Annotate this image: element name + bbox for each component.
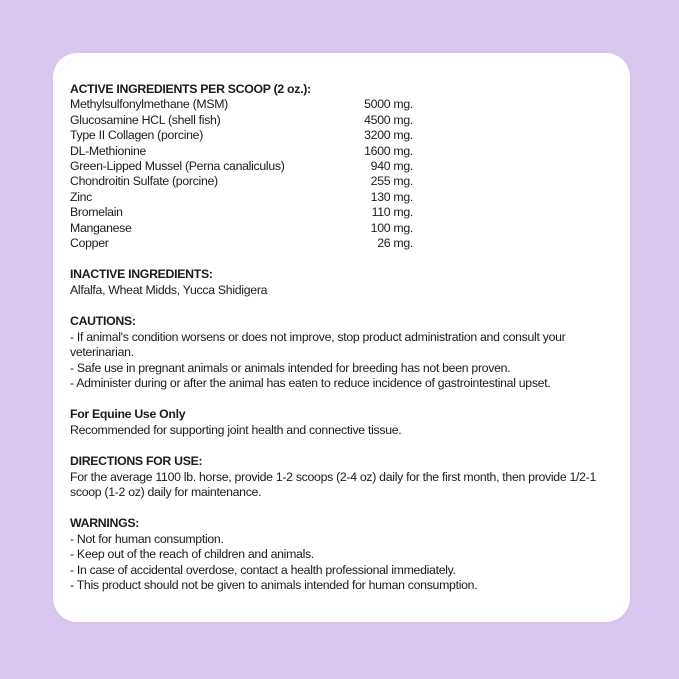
ingredient-row xyxy=(70,144,413,159)
warnings-heading: WARNINGS: xyxy=(70,516,140,531)
ingredient-amount: 130 mg. xyxy=(370,189,413,204)
ingredient-row xyxy=(70,174,413,189)
ingredient-row xyxy=(70,236,413,251)
ingredient-row xyxy=(70,159,413,174)
ingredient-row xyxy=(70,221,413,236)
ingredient-amount: 4500 mg. xyxy=(364,112,413,127)
ingredient-amount: 1600 mg. xyxy=(364,143,413,158)
ingredient-amount: 255 mg. xyxy=(370,174,413,189)
ingredient-name: Type II Collagen (porcine) xyxy=(70,128,204,143)
directions-text: For the average 1100 lb. horse, provide 1-2 scoops (2-4 oz) daily for the first month, then provide 1/2-1 scoop (1-2 oz) daily for maintenance. xyxy=(70,469,597,499)
ingredient-name: Zinc xyxy=(70,189,93,204)
equine-use-section xyxy=(70,407,614,438)
ingredient-row xyxy=(70,128,413,143)
ingredient-amount: 26 mg. xyxy=(377,236,413,251)
equine-use-heading: For Equine Use Only xyxy=(70,407,186,422)
active-ingredients-table xyxy=(70,97,413,251)
ingredient-name: Chondroitin Sulfate (porcine) xyxy=(70,174,218,189)
warning-item: - Not for human consumption. xyxy=(70,531,224,546)
ingredient-row xyxy=(70,190,413,205)
ingredient-amount: 940 mg. xyxy=(370,159,413,174)
cautions-heading: CAUTIONS: xyxy=(70,314,136,329)
ingredient-name: Methylsulfonylmethane (MSM) xyxy=(70,97,228,112)
ingredient-name: Bromelain xyxy=(70,205,123,220)
warning-item: - This product should not be given to animals intended for human consumption. xyxy=(70,577,478,592)
equine-use-text: Recommended for supporting joint health and connective tissue. xyxy=(70,422,402,437)
warnings-section xyxy=(70,516,614,593)
directions-heading: DIRECTIONS FOR USE: xyxy=(70,454,203,469)
caution-item: - Safe use in pregnant animals or animals intended for breeding has not been proven. xyxy=(70,360,511,375)
ingredient-amount: 3200 mg. xyxy=(364,128,413,143)
ingredient-name: Green-Lipped Mussel (Perna canaliculus) xyxy=(70,159,285,174)
ingredient-name: Manganese xyxy=(70,220,132,235)
inactive-ingredients-heading: INACTIVE INGREDIENTS: xyxy=(70,267,213,282)
directions-section xyxy=(70,454,614,500)
inactive-ingredients-text: Alfalfa, Wheat Midds, Yucca Shidigera xyxy=(70,282,268,297)
caution-item: - Administer during or after the animal has eaten to reduce incidence of gastrointestinal upset. xyxy=(70,375,551,390)
active-ingredients-section xyxy=(70,82,614,251)
inactive-ingredients-section xyxy=(70,267,614,298)
cautions-section xyxy=(70,314,614,391)
ingredient-amount: 110 mg. xyxy=(371,205,413,220)
ingredient-row xyxy=(70,113,413,128)
active-ingredients-heading: ACTIVE INGREDIENTS PER SCOOP (2 oz.): xyxy=(70,82,311,96)
ingredient-name: DL-Methionine xyxy=(70,143,147,158)
ingredient-row xyxy=(70,97,413,112)
warning-item: - In case of accidental overdose, contact a health professional immediately. xyxy=(70,562,456,577)
label-card xyxy=(53,53,630,622)
warning-item: - Keep out of the reach of children and animals. xyxy=(70,547,314,562)
caution-item: - If animal's condition worsens or does not improve, stop product administration and consult your veterinarian. xyxy=(70,329,566,360)
ingredient-amount: 5000 mg. xyxy=(364,97,413,112)
ingredient-amount: 100 mg. xyxy=(370,220,413,235)
ingredient-name: Copper xyxy=(70,236,109,251)
ingredient-row xyxy=(70,205,413,220)
ingredient-name: Glucosamine HCL (shell fish) xyxy=(70,112,221,127)
